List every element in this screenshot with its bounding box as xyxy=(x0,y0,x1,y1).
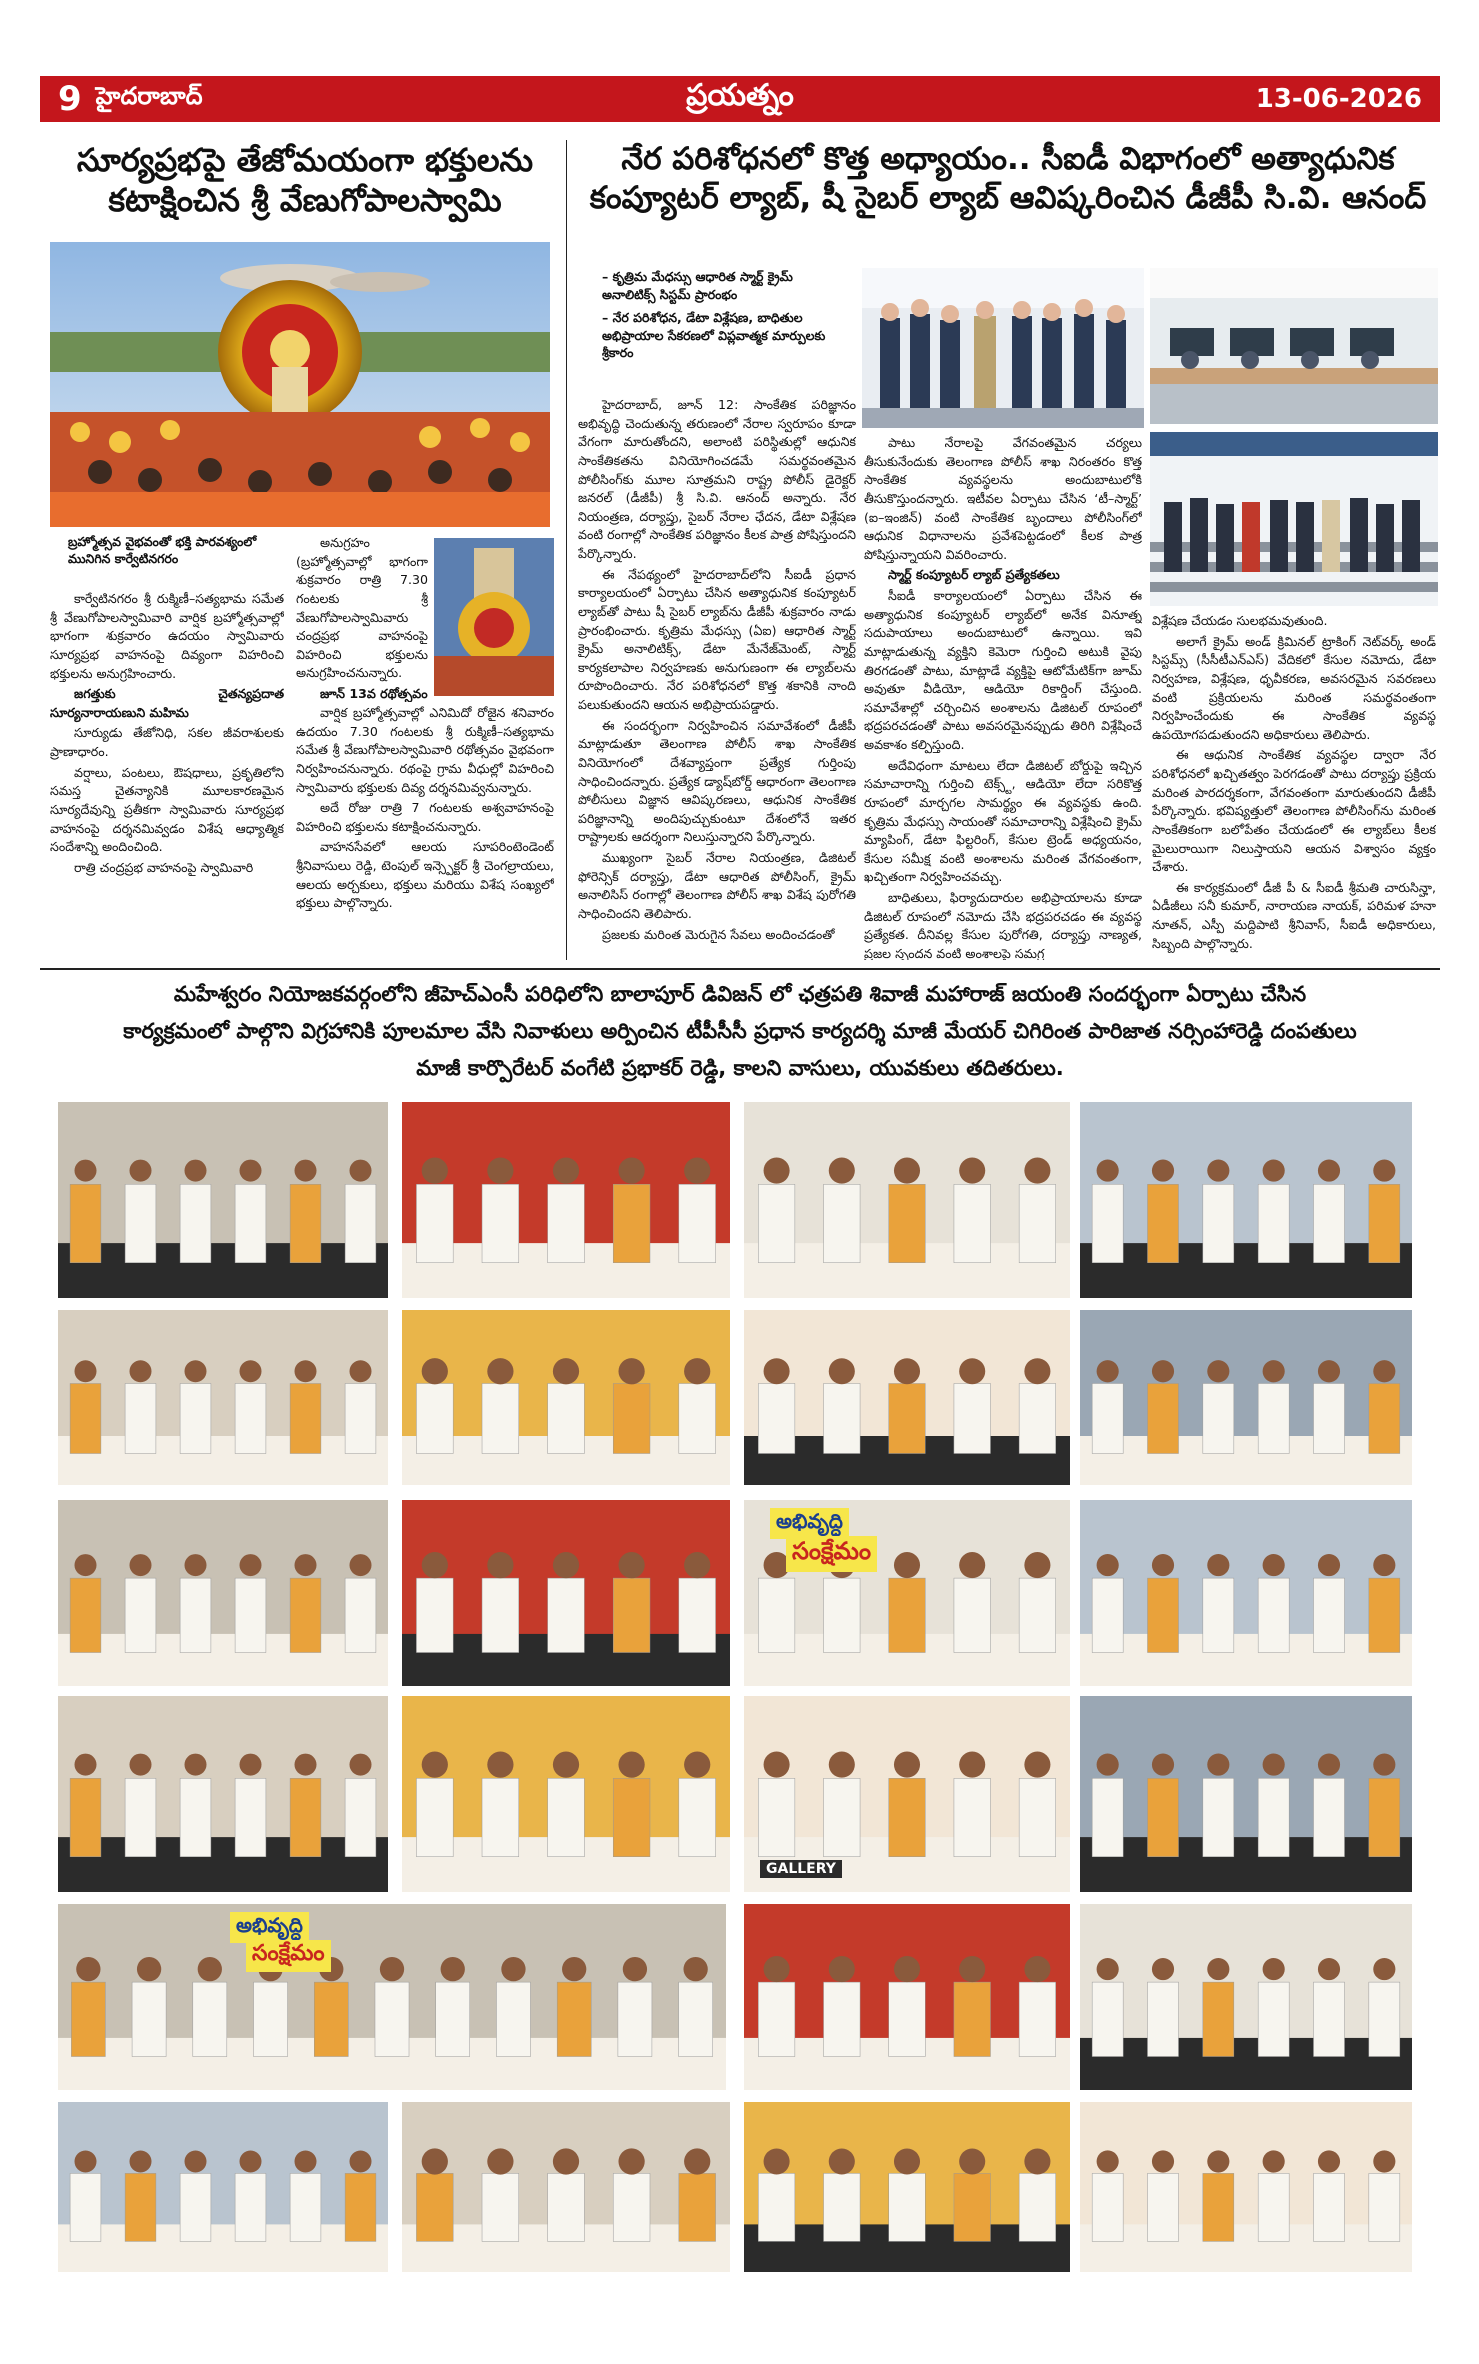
paragraph: ఈ కార్యక్రమంలో డీజీ పీ & సీఐడీ శ్రీమతి చారుసిన్హా, ఏడీజీలు సనీ కుమార్, నారాయణ నాయక్, పరిమళ హనా నూతన్, ఎస్పీ మద్దిపాటి శ్రీనివాస్, సీఐడీ అధికారులు, సిబ్బంది పాల్గొన్నారు. xyxy=(1152,879,1436,951)
banner-line3: మాజీ కార్పొరేటర్ వంగేటి ప్రభాకర్ రెడ్డి, కాలని వాసులు, యువకులు తదితరులు. xyxy=(416,1055,1064,1080)
right-headline-line1: నేర పరిశోధనలో కొత్త అధ్యాయం.. సీఐడీ విభాగంలో అత్యాధునిక xyxy=(621,141,1395,177)
event-photo xyxy=(402,1500,730,1686)
paragraph: హైదరాబాద్, జూన్ 12: సాంకేతిక పరిజ్ఞానం అభివృద్ధి చెందుతున్న తరుణంలో నేరాల స్వరూపం కూడా వేగంగా మారుతోందని, అలాంటి పరిస్థితుల్లో ఆధునిక సాంకేతికతను వినియోగించడమే సమర్థవంతమైన పోలీసింగ్‌కు మూల సూత్రమని రాష్ట్ర పోలీస్ డైరెక్టర్ జనరల్ (డీజీపీ) శ్రీ సి.వి. ఆనంద్ అన్నారు. నేర నియంత్రణ, దర్యాప్తు, సైబర్ నేరాల ఛేదన, డేటా విశ్లేషణ వంటి రంగాల్లో సాంకేతిక పరిజ్ఞానం కీలక పాత్ర పోషిస్తుందని పేర్కొన్నారు. xyxy=(578,397,856,561)
left-story-col2-top xyxy=(296,534,428,702)
column-divider xyxy=(566,140,567,960)
bullet-item: – కృత్రిమ మేధస్సు ఆధారిత స్మార్ట్ క్రైమ్ అనాలిటిక్స్ సిస్టమ్ ప్రారంభం xyxy=(602,269,793,302)
paragraph: వార్షిక బ్రహ్మోత్సవాల్లో ఎనిమిదో రోజైన శనివారం ఉదయం 7.30 గంటలకు శ్రీ రుక్మిణీ–సత్యభామ సమేత శ్రీ వేణుగోపాలస్వామివారి రథోత్సవం వైభవంగా నిర్వహించనున్నారు. రథంపై గ్రామ వీధుల్లో విహరించి స్వామివారు భక్తులకు దివ్య దర్శనమివ్వనున్నారు. xyxy=(296,705,554,795)
utsavam-main-photo xyxy=(50,242,550,527)
left-headline-line2: కటాక్షించిన శ్రీ వేణుగోపాలస్వామి xyxy=(108,181,502,219)
left-headline-line1: సూర్యప్రభపై తేజోమయంగా భక్తులను xyxy=(76,141,534,179)
paragraph: వాహనసేవలో ఆలయ సూపరింటెండెంట్ శ్రీనివాసులు రెడ్డి, టెంపుల్ ఇన్స్పెక్టర్ శ్రీ చెంగల్రాయలు, ఆలయ అర్చకులు, భక్తులు మరియు విశేష సంఖ్యలో భక్తులు పాల్గొన్నారు. xyxy=(296,839,554,911)
event-photo xyxy=(1080,2102,1412,2272)
subheading: జూన్ 13వ రథోత్సవం xyxy=(320,686,428,701)
paragraph: బాధితులు, ఫిర్యాదుదారుల అభిప్రాయాలను కూడా డిజిటల్ రూపంలో నమోదు చేసి భద్రపరచడం ఈ వ్యవస్థ ప్రత్యేకత. దీనివల్ల కేసుల పురోగతి, దర్యాప్తు నాణ్యత, ప్రజల స్పందన వంటి అంశాలపై సమగ్ర xyxy=(864,890,1142,960)
lab-inauguration-photo xyxy=(862,268,1144,428)
subheading: జగత్తుకు చైతన్యప్రదాత సూర్యనారాయణుని మహిమ xyxy=(50,686,284,720)
event-photo xyxy=(744,1102,1070,1298)
left-story-col1 xyxy=(50,590,284,960)
edition-date: 13-06-2026 xyxy=(1255,84,1422,114)
right-headline-line2: కంప్యూటర్ ల్యాబ్, షీ సైబర్ ల్యాబ్ ఆవిష్కరించిన డీజీపీ సి.వి. ఆనంద్ xyxy=(589,179,1427,216)
paragraph: ఈ ఆధునిక సాంకేతిక వ్యవస్థల ద్వారా నేర పరిశోధనలో ఖచ్చితత్వం పెరగడంతో పాటు దర్యాప్తు ప్రక్రియ మరింత పారదర్శకంగా, వేగవంతంగా మారుతుందని డీజీపీ పేర్కొన్నారు. భవిష్యత్తులో తెలంగాణ పోలీసింగ్‌ను మరింత సాంకేతికంగా బలోపేతం చేయడంలో ఈ ల్యాబ్‌లు కీలక మైలురాయిగా నిలుస్తాయని ఆయన విశ్వాసం వ్యక్తం చేశారు. xyxy=(1152,747,1436,875)
city-name: హైదరాబాద్ xyxy=(95,82,203,110)
event-photo xyxy=(1080,1500,1412,1686)
event-photo xyxy=(1080,1904,1412,2090)
event-photo xyxy=(1080,1102,1412,1298)
banner-line2: కార్యక్రమంలో పాల్గొని విగ్రహానికి పూలమాల వేసి నివాళులు అర్పించిన టీపీసీసీ ప్రధాన కార్యదర్శి మాజీ మేయర్ చిగిరింత పారిజాత నర్సింహారెడ్డి దంపతులు xyxy=(123,1018,1357,1043)
event-photo xyxy=(58,1102,388,1298)
banner-line1: మహేశ్వరం నియోజకవర్గంలోని జీహెచ్ఎంసీ పరిధిలోని బాలాపూర్ డివిజన్ లో ఛత్రపతి శివాజీ మహారాజ్ జయంతి సందర్భంగా ఏర్పాటు చేసిన xyxy=(173,982,1307,1006)
paragraph: పాటు నేరాలపై వేగవంతమైన చర్యలు తీసుకునేందుకు తెలంగాణ పోలీస్ శాఖ నిరంతరం కొత్త సాంకేతిక వ్యవస్థలను అందుబాటులోకి తీసుకొస్తుందన్నారు. ఇటీవల ఏర్పాటు చేసిన ‘టీ–స్మార్ట్’ (ఐ–ఇంజిన్) వంటి సాంకేతిక బృందాలు పోలీసింగ్‌లో ఆధునిక విధానాలను ప్రవేశపెట్టడంలో కీలక పాత్ర పోషిస్తున్నాయని వివరించారు. xyxy=(864,435,1142,562)
event-photo xyxy=(1080,1696,1412,1892)
event-photo xyxy=(744,1310,1070,1485)
paragraph: ముఖ్యంగా సైబర్ నేరాల నియంత్రణ, డిజిటల్ ఫోరెన్సిక్ దర్యాప్తు, డేటా ఆధారిత పోలీసింగ్, క్రైమ్ అనాలిసిస్ రంగాల్లో తెలంగాణ పోలీస్ శాఖ విశేష పురోగతి సాధించిందని తెలిపారు. xyxy=(578,850,856,921)
left-story-col2-bottom xyxy=(296,704,554,960)
event-photo xyxy=(58,1500,388,1686)
photo-feature-banner xyxy=(40,976,1440,1086)
event-photo xyxy=(58,2102,388,2272)
paragraph: అదే రోజు రాత్రి 7 గంటలకు అశ్వవాహనంపై విహరించి భక్తులను కటాక్షించనున్నారు. xyxy=(296,800,554,834)
left-story-headline xyxy=(40,140,570,220)
paragraph: అదేవిధంగా మాటలు లేదా డిజిటల్ బోర్డుపై ఇచ్చిన సమాచారాన్ని గుర్తించి టెక్స్ట్, ఆడియో లేదా సరికొత్త రూపంలో మార్చగల సామర్థ్యం ఈ వ్యవస్థకు ఉంది. కృత్రిమ మేధస్సు సాయంతో సమాచారాన్ని విశ్లేషించి క్రైమ్ మ్యాపింగ్, డేటా ఫిల్టరింగ్, కేసుల ట్రెండ్ అధ్యయనం, కేసుల సమీక్ష వంటి అంశాలను మరింత వేగవంతంగా, ఖచ్చితంగా నిర్వహించవచ్చు. xyxy=(864,757,1142,885)
stage-banner-text: అభివృద్ధి xyxy=(770,1508,849,1539)
bullet-item: – నేర పరిశోధన, డేటా విశ్లేషణ, బాధితుల అభిప్రాయాల సేకరణలో విప్లవాత్మక మార్పులకు శ్రీకారం xyxy=(602,310,826,360)
right-story-headline xyxy=(578,140,1438,218)
paragraph: ఈ సందర్భంగా నిర్వహించిన సమావేశంలో డీజీపీ మాట్లాడుతూ తెలంగాణ పోలీస్ శాఖ సాంకేతిక వినియోగంలో దేశవ్యాప్తంగా ప్రత్యేక గుర్తింపు సాధించిందన్నారు. ప్రత్యేక డ్యాష్‌బోర్డ్ ఆధారంగా తెలంగాణ పోలీసులు విజ్ఞాన ఆవిష్కరణలు, ఆధునిక సాంకేతిక పరిజ్ఞానాన్ని అందిపుచ్చుకుంటూ దేశంలోనే ఇతర రాష్ట్రాలకు ఆదర్శంగా నిలుస్తున్నారని పేర్కొన్నారు. xyxy=(578,717,856,845)
section-divider xyxy=(40,968,1440,970)
right-story-col1 xyxy=(578,396,856,960)
paragraph: అనుగ్రహం (బ్రహ్మోత్సవాల్లో భాగంగా శుక్రవారం రాత్రి 7.30 గంటలకు శ్రీ వేణుగోపాలస్వామివారు చంద్రప్రభ వాహనంపై విహరించి భక్తులను అనుగ్రహించనున్నారు. xyxy=(296,535,428,681)
event-photo xyxy=(744,2102,1070,2272)
stage-banner-text: సంక్షేమం xyxy=(786,1536,877,1572)
event-photo xyxy=(58,1310,388,1485)
event-photo xyxy=(58,1696,388,1892)
right-story-col2 xyxy=(864,434,1142,960)
paragraph: విశ్లేషణ చేయడం సులభమవుతుంది. xyxy=(1152,613,1328,628)
right-story-col3 xyxy=(1152,612,1436,960)
right-story-bullets xyxy=(602,268,842,368)
stage-banner-text: అభివృద్ధి xyxy=(230,1912,309,1943)
paragraph: అలాగే క్రైమ్ అండ్ క్రిమినల్ ట్రాకింగ్ నెట్‌వర్క్ అండ్ సిస్టమ్స్ (సీసీటీఎన్ఎస్) వేదికలో కేసుల నమోదు, డేటా నిర్వహణ, విశ్లేషణ, ధృవీకరణ, అవసరమైన సవరణలు వంటి ప్రక్రియలను మరింత సమర్థవంతంగా నిర్వహించేందుకు ఈ సాంకేతిక వ్యవస్థ ఉపయోగపడుతుందని అధికారులు తెలిపారు. xyxy=(1152,633,1436,742)
stage-banner-text: సంక్షేమం xyxy=(246,1940,331,1972)
paragraph: సీఐడీ కార్యాలయంలో ఏర్పాటు చేసిన ఈ అత్యాధునిక కంప్యూటర్ ల్యాబ్‌లో అనేక వినూత్న సదుపాయాలు అందుబాటులో ఉన్నాయి. ఇవి మాట్లాడుతున్న వ్యక్తిని కెమెరా గుర్తించి అటుకి వైపు తిరగడంతో పాటు, మాట్లాడే వ్యక్తిపై ఆటోమేటిక్‌గా జూమ్ అవుతూ వీడియో, ఆడియో రికార్డింగ్ చేస్తుంది. సమావేశాల్లో చర్చించిన అంశాలను డిజిటల్ రూపంలో భద్రపరచడంతో పాటు అవసరమైనప్పుడు తిరిగి విశ్లేషించే అవకాశం కల్పిస్తుంది. xyxy=(864,588,1142,752)
computer-lab-photo xyxy=(1150,268,1438,424)
left-photo-caption: బ్రహ్మోత్సవ వైభవంతో భక్తి పారవశ్యంలో మునిగిన కార్వేటినగరం xyxy=(68,534,257,566)
paragraph: వర్షాలు, పంటలు, ఔషధాలు, ప్రకృతిలోని సమస్త చైతన్యానికి మూలకారణమైన సూర్యదేవున్ని ప్రతీకగా స్వామివారు సూర్యప్రభ వాహనంపై దర్శనమివ్వడం విశేష ఆధ్యాత్మిక సందేశాన్ని అందించింది. xyxy=(50,764,284,855)
paper-name: ప్రయత్నం xyxy=(686,78,794,113)
subheading: స్మార్ట్ కంప్యూటర్ ల్యాబ్ ప్రత్యేకతలు xyxy=(888,567,1060,583)
event-photo xyxy=(402,2102,730,2272)
rathotsavam-inset-photo xyxy=(434,538,554,696)
event-photo xyxy=(1080,1310,1412,1485)
paragraph: సూర్యుడు తేజోనిధి, సకల జీవరాశులకు ప్రాణాధారం. xyxy=(50,725,284,759)
event-photo xyxy=(402,1696,730,1892)
gallery-sign-text: GALLERY xyxy=(760,1860,842,1878)
masthead-bar xyxy=(40,76,1440,122)
event-photo xyxy=(402,1102,730,1298)
paragraph: ప్రజలకు మరింత మెరుగైన సేవలు అందించడంతో xyxy=(602,926,835,942)
paragraph: రాత్రి చంద్రప్రభ వాహనంపై స్వామివారి xyxy=(74,859,254,875)
team-group-photo xyxy=(1150,432,1438,606)
event-photo xyxy=(744,1904,1070,2090)
event-photo xyxy=(402,1310,730,1485)
page-number: 9 xyxy=(58,79,82,119)
paragraph: కార్వేటినగరం శ్రీ రుక్మిణీ–సత్యభామ సమేత శ్రీ వేణుగోపాలస్వామివారి వార్షిక బ్రహ్మోత్సవాల్లో భాగంగా శుక్రవారం ఉదయం స్వామివారు సూర్యప్రభ వాహనంపై దివ్యంగా విహరించి భక్తులను అనుగ్రహించారు. xyxy=(50,591,284,681)
paragraph: ఈ నేపథ్యంలో హైదరాబాద్‌లోని సీఐడీ ప్రధాన కార్యాలయంలో ఏర్పాటు చేసిన అత్యాధునిక కంప్యూటర్ ల్యాబ్‌తో పాటు షీ సైబర్ ల్యాబ్‌ను డీజీపీ శుక్రవారం నాడు ప్రారంభించారు. కృత్రిమ మేధస్సు (ఏఐ) ఆధారిత స్మార్ట్ క్రైమ్ అనాలిటిక్స్, డేటా మేనేజ్‌మెంట్, స్మార్ట్ కార్యకలాపాల నిర్వహణకు అనుగుణంగా ఈ ల్యాబ్‌లను రూపొందించారు. నేర పరిశోధనలో కొత్త శకానికి నాంది పలుకుతుందని ఆయన అభిప్రాయపడ్డారు. xyxy=(578,566,856,712)
event-photo xyxy=(58,1904,726,2090)
